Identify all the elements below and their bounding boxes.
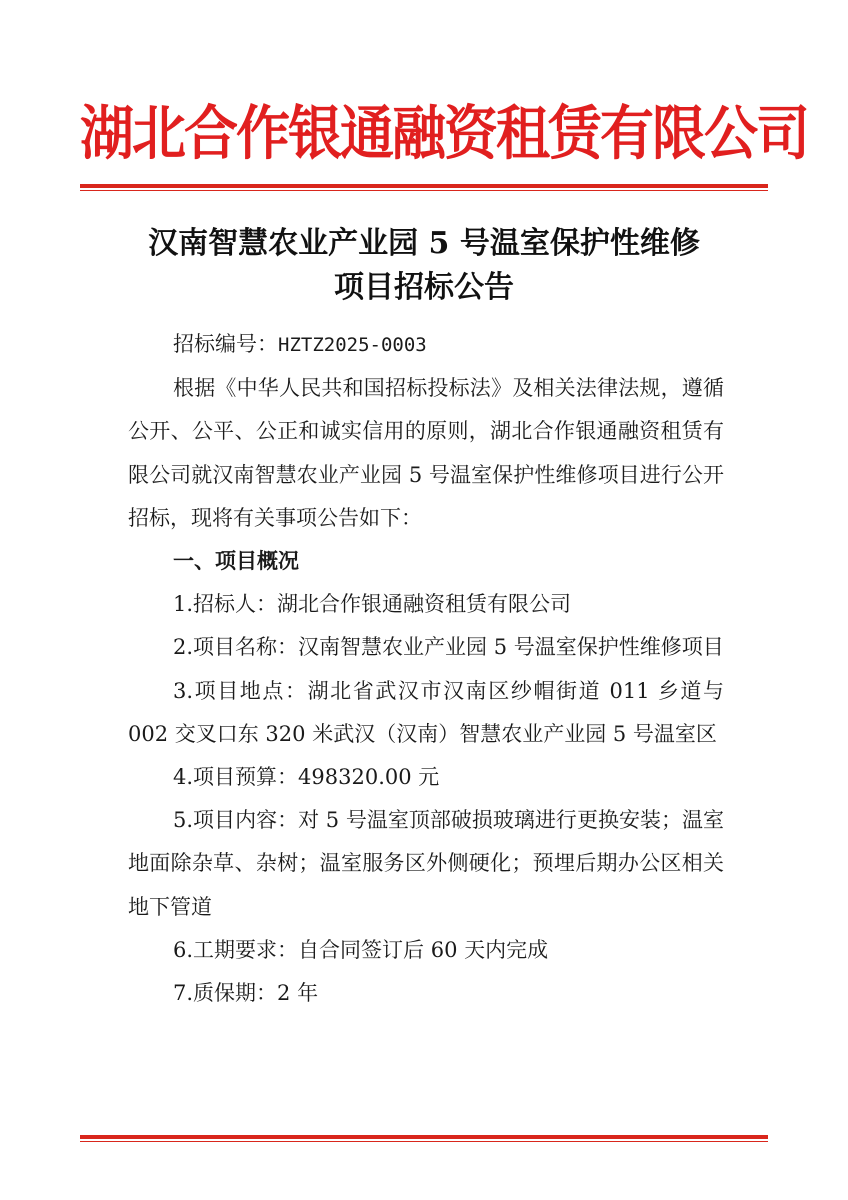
tender-number-label: 招标编号： xyxy=(173,332,278,356)
item-warranty: 7.质保期：2 年 xyxy=(173,981,319,1006)
item-schedule: 6.工期要求：自合同签订后 60 天内完成 xyxy=(173,937,549,962)
document-body xyxy=(128,323,724,1015)
footer-divider xyxy=(80,1135,768,1142)
footer-divider-thick xyxy=(80,1135,768,1139)
header-divider xyxy=(80,184,768,191)
header-divider-thick xyxy=(80,184,768,188)
section-heading: 一、项目概况 xyxy=(173,549,299,574)
item-project-budget: 4.项目预算：498320.00 元 xyxy=(173,765,440,790)
tender-number-value: HZTZ2025-0003 xyxy=(278,334,427,356)
company-letterhead: 湖北合作银通融资租赁有限公司 xyxy=(80,98,808,168)
document-title-line2: 项目招标公告 xyxy=(334,270,514,305)
item-project-location: 3.项目地点：湖北省武汉市汉南区纱帽街道 011 乡道与 002 交叉口东 320 米武汉（汉南）智慧农业产业园 5 号温室区 xyxy=(128,678,724,746)
item-tenderer: 1.招标人：湖北合作银通融资租赁有限公司 xyxy=(173,592,572,617)
tender-number xyxy=(128,323,724,367)
document-title-line1: 汉南智慧农业产业园 5 号温室保护性维修 xyxy=(148,226,700,261)
header-divider-thin xyxy=(80,190,768,191)
intro-paragraph: 根据《中华人民共和国招标投标法》及相关法律法规，遵循公开、公平、公正和诚实信用的原则，湖北合作银通融资租赁有限公司就汉南智慧农业产业园 5 号温室保护性维修项目进行公开招标，现将有关事项公告如下： xyxy=(128,376,724,530)
item-project-content: 5.项目内容：对 5 号温室顶部破损玻璃进行更换安装；温室地面除杂草、杂树；温室服务区外侧硬化；预埋后期办公区相关地下管道 xyxy=(128,808,724,919)
item-project-name: 2.项目名称：汉南智慧农业产业园 5 号温室保护性维修项目 xyxy=(173,635,724,660)
document-title xyxy=(80,222,768,310)
footer-divider-thin xyxy=(80,1141,768,1142)
